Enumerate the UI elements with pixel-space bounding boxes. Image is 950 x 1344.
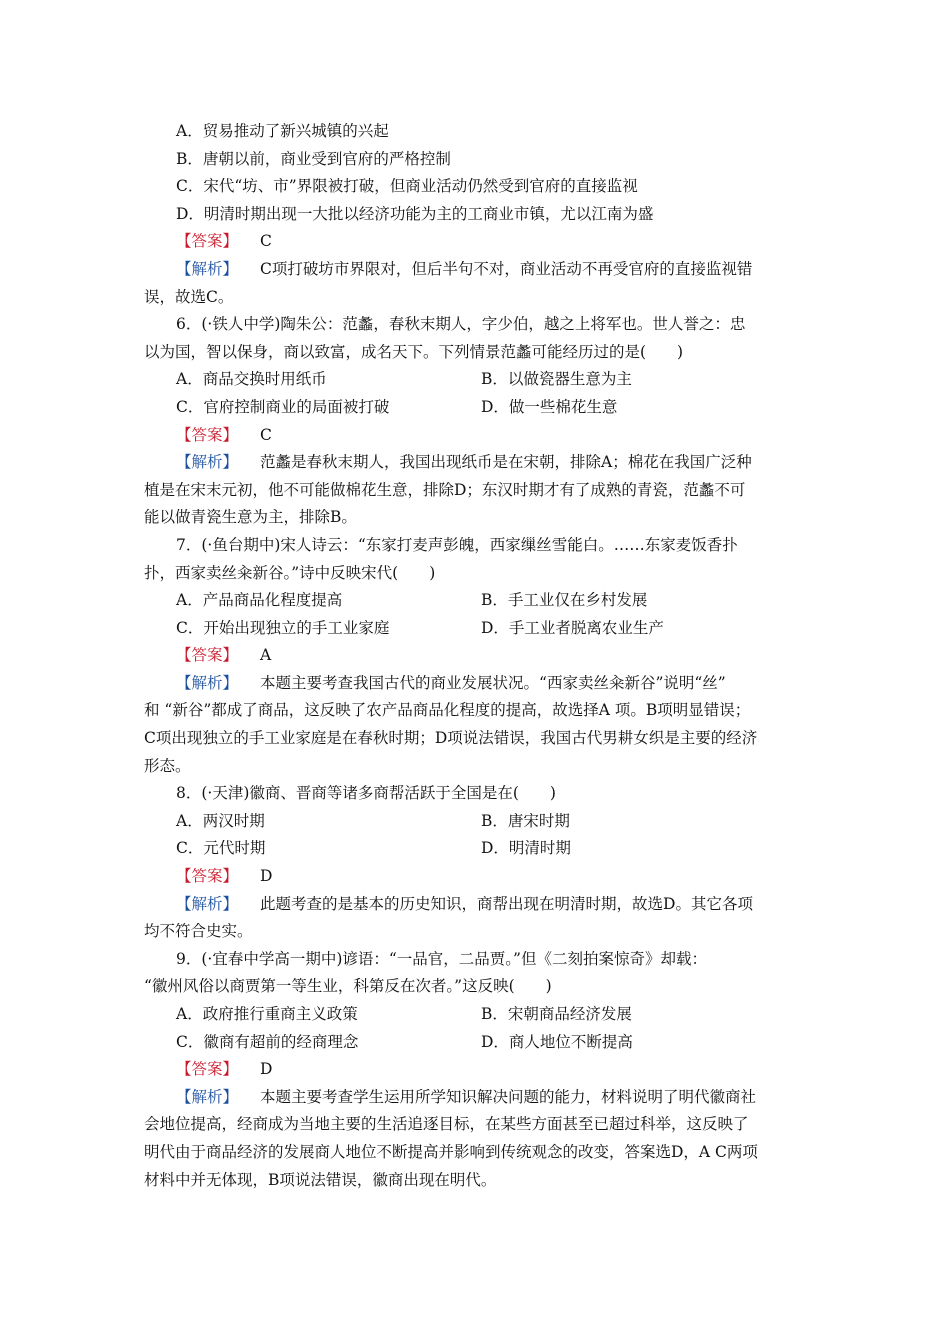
q9-option-b: B．宋朝商品经济发展 [481, 1005, 632, 1023]
q6-options-row-1 [144, 366, 810, 394]
q8-options-row-1 [144, 808, 810, 836]
analysis-tag: 【解析】 [176, 673, 239, 692]
q7-block [144, 532, 810, 780]
q9-options-row-1 [144, 1001, 810, 1029]
q9-option-c: C．徽商有超前的经商理念 [176, 1032, 359, 1051]
q5-option-d: D．明清时期出现一大批以经济功能为主的工商业市镇，尤以江南为盛 [176, 204, 654, 223]
analysis-text: 此题考查的是基本的历史知识，商帮出现在明清时期，故选D。其它各项 [260, 894, 753, 913]
analysis-text: 范蠡是春秋末期人，我国出现纸币是在宋朝，排除A；棉花在我国广泛种 [260, 453, 752, 472]
q6-analysis-line-1 [144, 449, 810, 477]
answer-tag: 【答案】 [176, 1060, 239, 1079]
q6-options-row-2 [144, 394, 810, 422]
q5-option-c: C．宋代“坊、市”界限被打破，但商业活动仍然受到官府的直接监视 [176, 177, 638, 196]
q9-option-a: A．政府推行重商主义政策 [176, 1005, 358, 1023]
q8-option-d: D．明清时期 [481, 839, 571, 858]
q9-analysis-line-2: 会地位提高，经商成为当地主要的生活追逐目标，在某些方面甚至已超过科举，这反映了 [144, 1115, 749, 1134]
q6-block [144, 311, 810, 532]
analysis-tag: 【解析】 [176, 453, 239, 472]
q8-answer [144, 863, 810, 891]
q6-option-a: A．商品交换时用纸币 [176, 370, 327, 389]
q7-stem-line-2: 扑，西家卖丝籴新谷。”诗中反映宋代( ) [144, 563, 436, 582]
q9-block [144, 946, 810, 1194]
q7-option-d: D．手工业者脱离农业生产 [481, 618, 664, 637]
q5-analysis-line-2: 误，故选C。 [144, 287, 234, 306]
q8-analysis-line-2: 均不符合史实。 [144, 922, 253, 941]
q6-analysis-line-2: 植是在宋末元初，他不可能做棉花生意，排除D；东汉时期才有了成熟的青瓷，范蠡不可 [144, 480, 746, 499]
analysis-tag: 【解析】 [176, 1087, 239, 1106]
q7-option-b: B．手工业仅在乡村发展 [481, 591, 648, 610]
answer-value: D [260, 1060, 273, 1079]
q6-option-d: D．做一些棉花生意 [481, 397, 618, 416]
q7-option-a: A．产品商品化程度提高 [176, 591, 343, 610]
q5-analysis-line-1 [144, 256, 810, 284]
q9-analysis-line-1 [144, 1084, 810, 1112]
q7-analysis-line-1 [144, 670, 810, 698]
answer-tag: 【答案】 [176, 867, 239, 886]
q5-answer [144, 228, 810, 256]
q5-block [144, 118, 810, 311]
answer-value: A [260, 646, 272, 665]
q6-stem-line-1: 6．(·铁人中学)陶朱公：范蠡，春秋末期人，字少伯，越之上将军也。世人誉之：忠 [176, 315, 746, 334]
q6-stem-line-2: 以为国，智以保身，商以致富，成名天下。下列情景范蠡可能经历过的是( ) [144, 342, 684, 361]
q8-option-c: C．元代时期 [176, 839, 266, 858]
q7-options-row-2 [144, 615, 810, 643]
answer-tag: 【答案】 [176, 425, 239, 444]
q8-option-a: A．两汉时期 [176, 811, 265, 830]
q9-stem-line-1: 9．(·宜春中学高一期中)谚语：“一品官，二品贾。”但《二刻拍案惊奇》却载： [176, 949, 707, 968]
answer-value: D [260, 867, 273, 886]
q9-option-d: D．商人地位不断提高 [481, 1032, 633, 1051]
q8-options-row-2 [144, 835, 810, 863]
answer-tag: 【答案】 [176, 232, 239, 251]
q8-option-b: B．唐宋时期 [481, 811, 570, 830]
q6-answer [144, 422, 810, 450]
q7-answer [144, 642, 810, 670]
analysis-tag: 【解析】 [176, 894, 239, 913]
q9-stem-line-2: “徽州风俗以商贾第一等生业，科第反在次者。”这反映( ) [144, 977, 552, 996]
q5-option-b: B．唐朝以前，商业受到官府的严格控制 [176, 149, 451, 168]
q7-option-c: C．开始出现独立的手工业家庭 [176, 618, 390, 637]
q9-options-row-2 [144, 1029, 810, 1057]
q7-analysis-line-3: C项出现独立的手工业家庭是在春秋时期；D项说法错误，我国古代男耕女织是主要的经济 [144, 729, 758, 748]
q7-options-row-1 [144, 587, 810, 615]
q8-analysis-line-1 [144, 891, 810, 919]
answer-value: C [260, 232, 272, 251]
q6-option-c: C．官府控制商业的局面被打破 [176, 397, 390, 416]
answer-tag: 【答案】 [176, 646, 239, 665]
q8-block [144, 780, 810, 946]
q6-analysis-line-3: 能以做青瓷生意为主，排除B。 [144, 508, 357, 527]
analysis-text: 本题主要考查我国古代的商业发展状况。“西家卖丝籴新谷”说明“丝” [260, 673, 726, 692]
q7-analysis-line-4: 形态。 [144, 756, 191, 775]
q6-option-b: B．以做瓷器生意为主 [481, 370, 632, 389]
q7-analysis-line-2: 和 “新谷”都成了商品，这反映了农产品商品化程度的提高，故选择A 项。B项明显错误； [144, 701, 751, 720]
q7-stem-line-1: 7．(·鱼台期中)宋人诗云：“东家打麦声彭魄，西家缫丝雪能白。……东家麦饭香扑 [176, 535, 738, 554]
q5-option-a: A．贸易推动了新兴城镇的兴起 [176, 122, 389, 140]
analysis-tag: 【解析】 [176, 259, 239, 278]
q9-analysis-line-4: 材料中并无体现，B项说法错误，徽商出现在明代。 [144, 1170, 497, 1189]
answer-value: C [260, 425, 272, 444]
q9-answer [144, 1056, 810, 1084]
analysis-text: 本题主要考查学生运用所学知识解决问题的能力，材料说明了明代徽商社 [260, 1087, 757, 1106]
q8-stem-line-1: 8．(·天津)徽商、晋商等诸多商帮活跃于全国是在( ) [176, 784, 556, 803]
q9-analysis-line-3: 明代由于商品经济的发展商人地位不断提高并影响到传统观念的改变，答案选D，A C两项 [144, 1142, 758, 1161]
analysis-text: C项打破坊市界限对，但后半句不对，商业活动不再受官府的直接监视错 [260, 259, 753, 278]
